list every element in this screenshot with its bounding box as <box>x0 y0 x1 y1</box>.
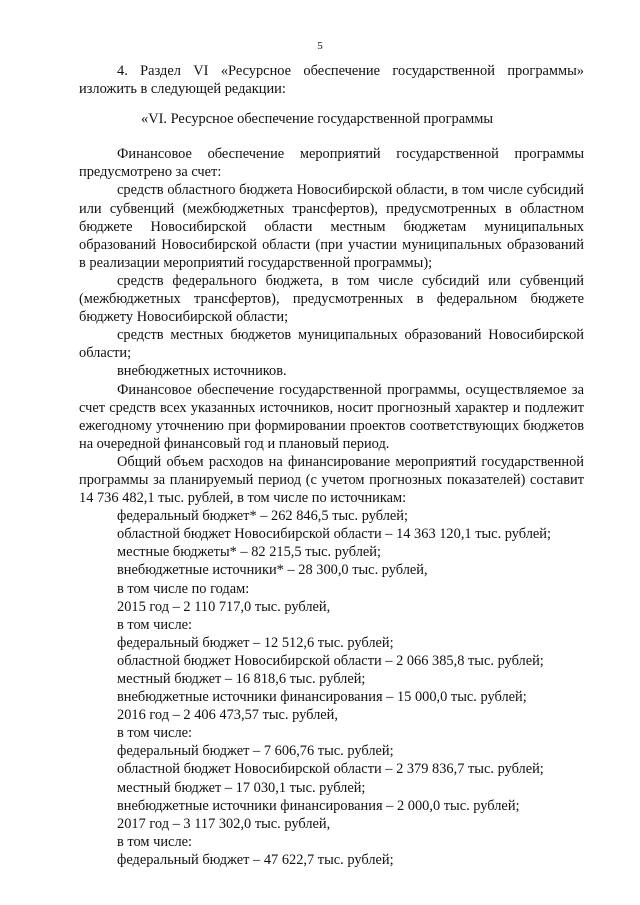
document-body <box>79 62 584 869</box>
budget-line: местные бюджеты* – 82 215,5 тыс. рублей; <box>117 544 381 561</box>
budget-line: местный бюджет – 16 818,6 тыс. рублей; <box>117 671 366 687</box>
forecast-note-paragraph: Финансовое обеспечение государственной программы, осуществляемое за счет средств всех указанных источников, носит прогнозный характер и подлежит ежегодному уточнению при формировании проектов соответствующих бюджетов на очередной финансовый год и плановый период. <box>79 381 584 452</box>
year-total-line: 2017 год – 3 117 302,0 тыс. рублей, <box>117 815 331 832</box>
budget-line: областной бюджет Новосибирской области – 2 379 836,7 тыс. рублей; <box>117 761 544 778</box>
year-total-line: 2015 год – 2 110 717,0 тыс. рублей, <box>117 598 331 615</box>
budget-line: местный бюджет – 17 030,1 тыс. рублей; <box>117 779 366 796</box>
budget-line: в том числе: <box>117 725 193 742</box>
year-total-line: 2016 год – 2 406 473,57 тыс. рублей, <box>117 707 338 724</box>
source-item: средств местных бюджетов муниципальных образований Новосибирской области; <box>79 327 584 362</box>
financing-intro-paragraph: Финансовое обеспечение мероприятий государственной программы предусмотрено за счет: <box>79 146 584 181</box>
budget-line: федеральный бюджет – 7 606,76 тыс. рублей; <box>117 743 394 760</box>
budget-line: областной бюджет Новосибирской области – 14 363 120,1 тыс. рублей; <box>117 526 552 543</box>
total-note-paragraph: Общий объем расходов на финансирование мероприятий государственной программы за планируемый период (с учетом прогнозных показателей) составит 14 736 482,1 тыс. рублей, в том числе по источникам: <box>79 453 584 507</box>
budget-line: внебюджетные источники* – 28 300,0 тыс. рублей, <box>117 562 428 579</box>
source-item: внебюджетных источников. <box>117 363 287 380</box>
intro-paragraph: 4. Раздел VI «Ресурсное обеспечение государственной программы» изложить в следующей редакции: <box>79 63 584 98</box>
budget-line: внебюджетные источники финансирования – 2 000,0 тыс. рублей; <box>117 797 520 814</box>
budget-line: федеральный бюджет – 12 512,6 тыс. рублей; <box>117 634 394 651</box>
budget-line: в том числе: <box>117 616 193 633</box>
budget-line: в том числе: <box>117 833 193 850</box>
budget-line: федеральный бюджет – 47 622,7 тыс. рублей; <box>117 851 394 868</box>
section-heading: «VI. Ресурсное обеспечение государственной программы <box>141 111 493 128</box>
budget-line: внебюджетные источники финансирования – 15 000,0 тыс. рублей; <box>117 689 527 706</box>
source-item: средств областного бюджета Новосибирской области, в том числе субсидий или субвенций (межбюджетных трансфертов), предусмотренных в областном бюджете Новосибирской области местным бюджетам муниципальных образований Новосибирской области (при участии муниципальных образований в реализации мероприятий государственной программы); <box>79 182 584 271</box>
budget-line: федеральный бюджет* – 262 846,5 тыс. рублей; <box>117 508 408 525</box>
budget-line: в том числе по годам: <box>117 580 250 597</box>
source-item: средств федерального бюджета, в том числе субсидий или субвенций (межбюджетных трансфертов), предусмотренных в федеральном бюджете бюджету Новосибирской области; <box>79 272 584 326</box>
page-number: 5 <box>317 40 323 52</box>
budget-line: областной бюджет Новосибирской области – 2 066 385,8 тыс. рублей; <box>117 652 544 669</box>
